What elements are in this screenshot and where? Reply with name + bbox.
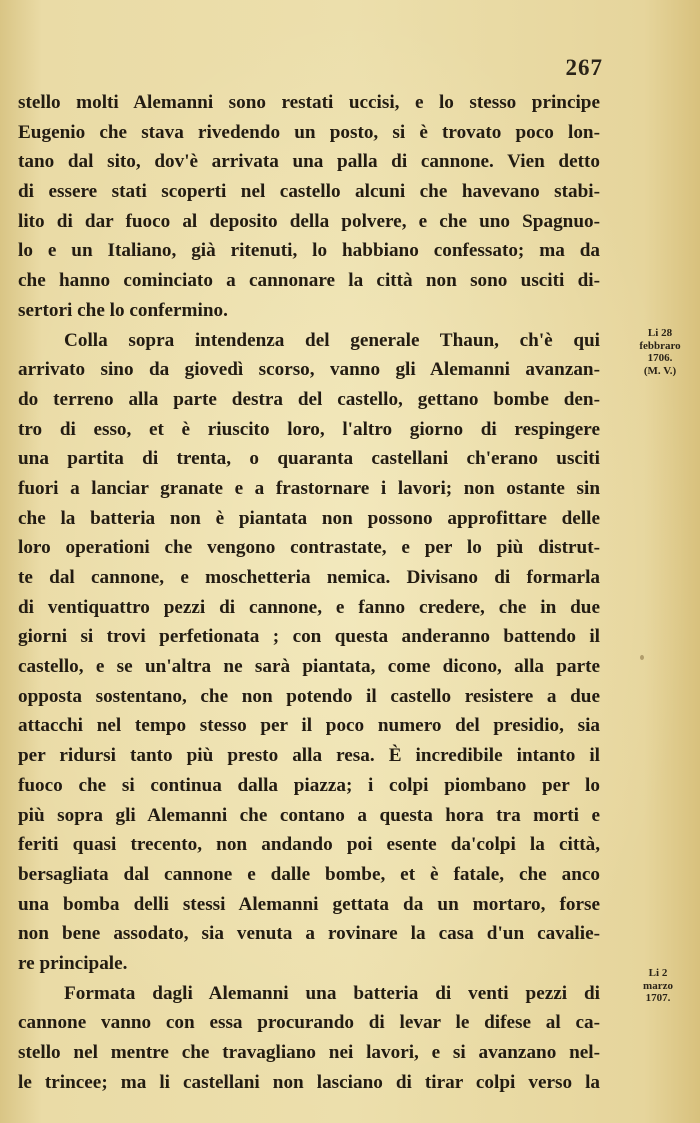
text-line: sertori che lo confermino. xyxy=(18,299,228,321)
margin-note-line: Li 2 xyxy=(648,967,668,979)
text-line: lo e un Italiano, già ritenuti, lo habbiano confessato; ma da xyxy=(18,240,600,262)
text-line: per ridursi tanto più presto alla resa. È incredibile intanto il xyxy=(18,745,600,767)
text-line: lito di dar fuoco al deposito della polvere, e che uno Spagnuo- xyxy=(18,210,600,232)
text-line: giorni si trovi perfetionata ; con questa anderanno battendo il xyxy=(18,626,600,648)
ink-speck xyxy=(640,655,644,660)
margin-note-line: 1706. xyxy=(647,352,673,364)
margin-note-line: marzo xyxy=(643,979,673,992)
text-line: loro operationi che vengono contrastate, e per lo più distrut- xyxy=(18,537,600,559)
text-line: tano dal sito, dov'è arrivata una palla di cannone. Vien detto xyxy=(18,151,600,173)
margin-note-line: (M. V.) xyxy=(643,364,677,377)
margin-note-date xyxy=(628,327,692,377)
margin-note-line: 1707. xyxy=(645,992,671,1004)
text-line: le trincee; ma li castellani non lasciano di tirar colpi verso la xyxy=(18,1071,600,1093)
text-line: fuori a lanciar granate e a frastornare i lavori; non ostante sin xyxy=(18,477,600,499)
margin-note-date xyxy=(626,967,690,1005)
text-line: Eugenio che stava rivedendo un posto, si è trovato poco lon- xyxy=(18,121,600,143)
text-line: feriti quasi trecento, non andando poi esente da'colpi la città, xyxy=(18,834,600,856)
page-number: 267 xyxy=(565,55,603,80)
body-text xyxy=(18,88,600,1097)
text-line: re principale. xyxy=(18,952,128,974)
text-line: che hanno cominciato a cannonare la città non sono usciti di- xyxy=(18,270,600,292)
text-line: di essere stati scoperti nel castello alcuni che havevano stabi- xyxy=(18,181,600,203)
text-line: stello nel mentre che travagliano nei lavori, e si avanzano nel- xyxy=(18,1042,600,1063)
text-line: di ventiquattro pezzi di cannone, e fanno credere, che in due xyxy=(18,596,600,618)
text-line: arrivato sino da giovedì scorso, vanno gli Alemanni avanzan- xyxy=(18,359,600,381)
text-line: cannone vanno con essa procurando di levar le difese al ca- xyxy=(18,1012,600,1034)
text-line: stello molti Alemanni sono restati uccisi, e lo stesso principe xyxy=(18,92,600,113)
text-line: una bomba delli stessi Alemanni gettata da un mortaro, forse xyxy=(18,893,600,915)
text-line: non bene assodato, sia venuta a rovinare la casa d'un cavalie- xyxy=(18,923,600,945)
text-line: castello, e se un'altra ne sarà piantata, come dicono, alla parte xyxy=(18,656,600,678)
text-line: che la batteria non è piantata non possono approfittare delle xyxy=(18,507,600,529)
text-line: tro di esso, et è riuscito loro, l'altro giorno di respingere xyxy=(18,418,600,440)
text-line: te dal cannone, e moschetteria nemica. Divisano di formarla xyxy=(18,567,600,588)
margin-note-line: febbraro xyxy=(639,339,681,352)
text-line: do terreno alla parte destra del castello, gettano bombe den- xyxy=(18,388,600,410)
paragraph-first-line: Colla sopra intendenza del generale Thaun, ch'è qui xyxy=(64,329,600,351)
text-line: fuoco che si continua dalla piazza; i colpi piombano per lo xyxy=(18,774,600,796)
text-line: bersagliata dal cannone e dalle bombe, et è fatale, che anco xyxy=(18,863,600,885)
text-line: opposta sostentano, che non potendo il castello resistere a due xyxy=(18,685,600,707)
margin-note-line: Li 28 xyxy=(647,327,673,339)
text-line: una partita di trenta, o quaranta castellani ch'erano usciti xyxy=(18,448,600,470)
text-line: attacchi nel tempo stesso per il poco numero del presidio, sia xyxy=(18,715,600,737)
text-line: più sopra gli Alemanni che contano a questa hora tra morti e xyxy=(18,804,600,826)
paragraph-first-line: Formata dagli Alemanni una batteria di venti pezzi di xyxy=(64,982,600,1004)
